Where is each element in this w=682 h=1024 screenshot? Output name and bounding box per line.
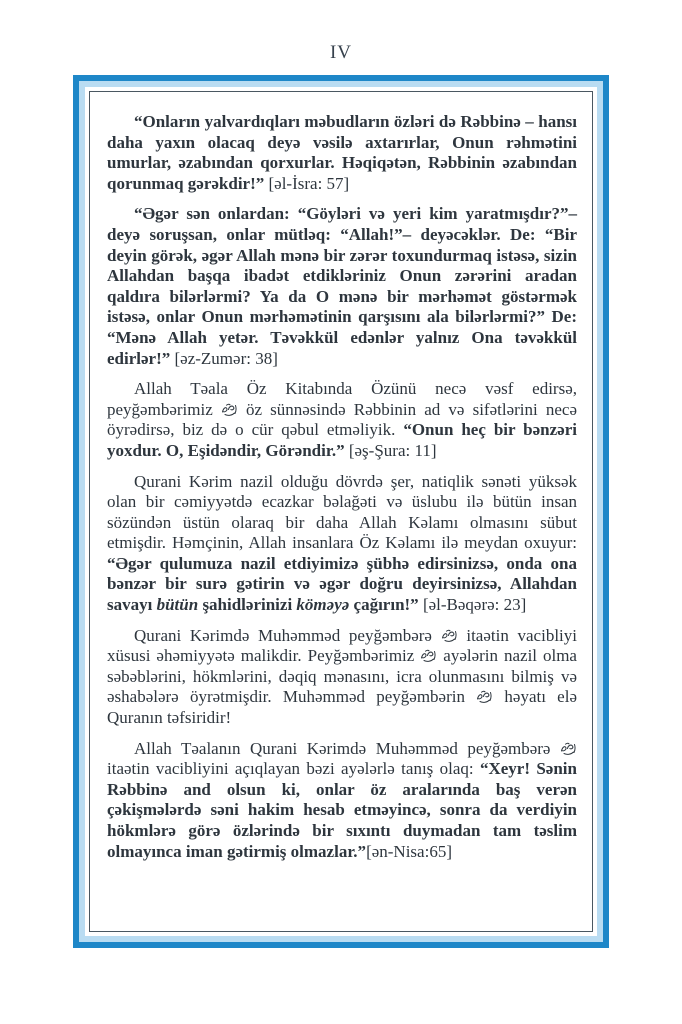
text-segment: “Əgər qulumuza nazil etdiyimizə şübhə edirsinizsə, onda ona bənzər bir surə gətirin və əgər doğru deyirsinizsə, Allahdan savayı <box>107 553 577 615</box>
paragraph <box>107 472 577 616</box>
text-segment: “Xeyr! Sənin Rəbbinə and olsun ki, onlar öz aralarında baş verən çəkişmələrdə səni hakim hesab etməyincə, sonra da verdiyin hökmlərə görə özlərində bir sıxıntı duymadan tam təslim olmayınca iman gətirmiş olmazlar.” <box>107 759 577 861</box>
text-segment: köməyə <box>296 595 350 615</box>
text-segment: “Onun heç bir bənzəri yoxdur. O, Eşidəndir, Görəndir.” <box>107 420 577 460</box>
text-segment: Qurani Kərimdə Muhəmməd peyğəmbərə <box>134 625 441 645</box>
text-segment: Allah Təalanın Qurani Kərimdə Muhəmməd peyğəmbərə <box>134 738 560 758</box>
page-number: IV <box>329 42 353 63</box>
text-segment: “Onların yalvardıqları məbudların özləri də Rəbbinə – hansı daha yaxın olacaq deyə vəsilə axtarırlar, Onun rəhmətini umurlar, əzabından qorxurlar. Həqiqətən, Rəbbinin əzabından qorunmaq gərəkdir!” <box>107 112 577 193</box>
page-text-body <box>90 92 592 931</box>
sallallahu-icon <box>441 629 458 642</box>
sallallahu-icon <box>221 403 238 416</box>
text-segment: itaətin vacibliyi xüsusi əhəmiyyətə malikdir. Peyğəmbərimiz <box>107 625 577 666</box>
page-border-frame <box>73 75 609 948</box>
text-segment: itaətin vacibliyini açıqlayan bəzi ayələrlə tanış olaq: <box>107 759 480 779</box>
text-segment: [əş-Şura: 11] <box>348 440 437 460</box>
page-border-frame-light-band <box>79 81 603 942</box>
paragraph <box>107 204 577 369</box>
text-segment: [əl-Bəqərə: 23] <box>422 595 527 615</box>
text-segment: həyatı elə Quranın təfsiridir! <box>107 687 577 728</box>
text-segment: “Əgər sən onlardan: “Göyləri və yeri kim yaratmışdır?”– deyə soruşsan, onlar mütləq: “Allah!”– deyəcəklər. De: “Bir deyin görək, əgər Allah mənə bir zərər toxundurmaq istəsə, sizin Allahdan başqa ibadət etdikləriniz Onun zərərini aradan qaldıra bilərlərmi? Ya da O mənə bir mərhəmət göstərmək istəsə, onlar Onun mərhəmətinin qarşısını ala bilərlərmi?” De: “Mənə Allah yetər. Təvəkkül edənlər yalnız Ona təvəkkül edirlər!” <box>107 204 577 368</box>
paragraph <box>107 379 577 461</box>
sallallahu-icon <box>476 690 493 703</box>
paragraph <box>107 739 577 863</box>
text-segment: öz sünnəsində Rəbbinin ad və sifətlərini necə öyrədirsə, biz də o cür qəbul etməliyik. <box>107 399 577 440</box>
text-segment: Qurani Kərim nazil olduğu dövrdə şer, natiqlik sənəti yüksək olan bir cəmiyyətdə ecazkar bəlağəti və üslubu ilə bütün insan sözündən üstün olaraq bir daha Allah Kəlamı olmasını sübut etmişdir. Həmçinin, Allah insanlara Öz Kəlamı ilə meydan oxuyur: <box>107 471 577 553</box>
paragraph <box>107 626 577 729</box>
paragraph <box>107 112 577 194</box>
text-segment: çağırın!” <box>349 595 423 615</box>
text-segment: [əl-İsra: 57] <box>268 173 350 193</box>
text-segment: [ən-Nisa:65] <box>366 841 452 861</box>
text-segment: şahidlərinizi <box>198 595 297 615</box>
text-segment: bütün <box>156 595 199 615</box>
sallallahu-icon <box>560 742 577 755</box>
text-segment: Allah Təala Öz Kitabında Özünü necə vəsf edirsə, peyğəmbərimiz <box>107 379 577 419</box>
page-border-frame-inner-line <box>89 91 593 932</box>
text-segment: ayələrin nazil olma səbəblərini, hökmlərini, dəqiq mənasını, icra olunmasını bilmiş və əshabələrə öyrətmişdir. Muhəmməd peyğəmbərin <box>107 646 577 707</box>
sallallahu-icon <box>420 649 437 662</box>
text-segment: [əz-Zumər: 38] <box>174 348 278 368</box>
